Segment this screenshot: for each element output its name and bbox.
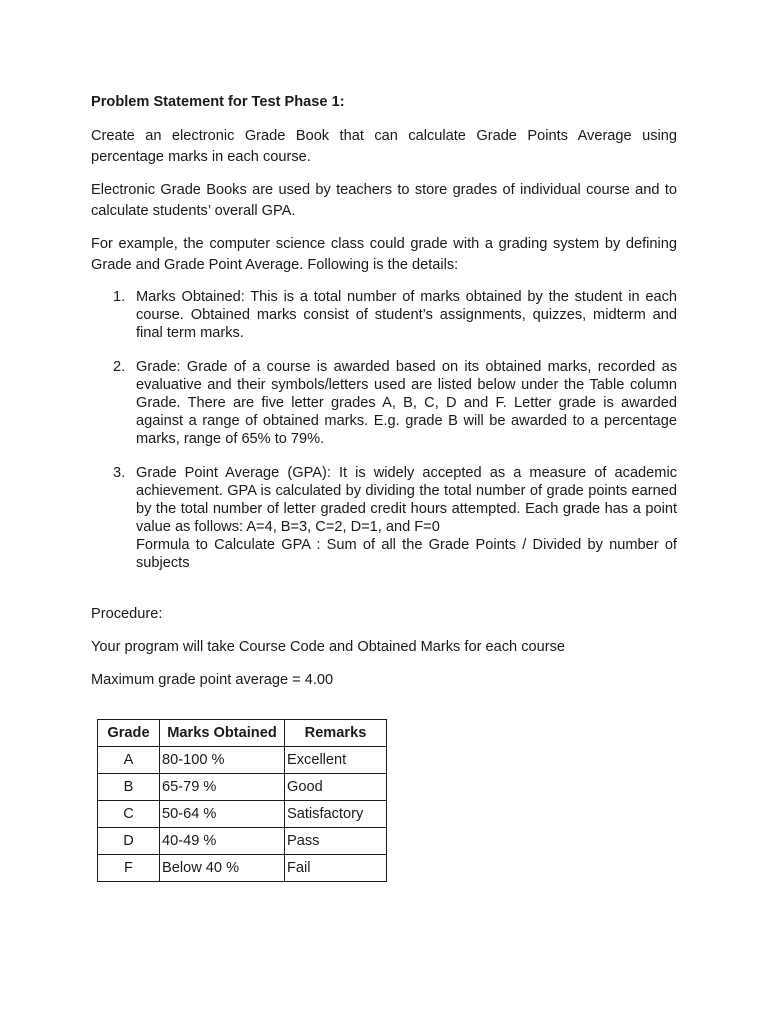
intro-paragraph: Create an electronic Grade Book that can calculate Grade Points Average using percentage marks in each course. (91, 128, 677, 165)
column-header-marks: Marks Obtained (160, 720, 285, 747)
list-item (113, 358, 677, 448)
remarks-cell: Excellent (285, 747, 387, 774)
marks-cell: Below 40 % (160, 855, 285, 882)
list-item (113, 288, 677, 342)
list-item-text: Grade: Grade of a course is awarded based on its obtained marks, recorded as evaluative and their symbols/letters used are listed below under the Table column Grade. There are five letter grades A, B, C, D and F. Letter grade is awarded against a range of obtained marks. E.g. grade B will be awarded to a percentage marks, range of 65% to 79%. (136, 359, 677, 447)
table-row (98, 801, 387, 828)
remarks-cell: Fail (285, 855, 387, 882)
document-body (91, 92, 677, 703)
list-item-text: Grade Point Average (GPA): It is widely accepted as a measure of academic achievement. GPA is calculated by dividing the total number of grade points earned by the total number of letter graded credit hours attempted. Each grade has a point value as follows: A=4, B=3, C=2, D=1, and F=0 (136, 465, 677, 535)
procedure-line: Your program will take Course Code and Obtained Marks for each course (91, 639, 565, 655)
list-item (113, 464, 677, 572)
remarks-cell: Pass (285, 828, 387, 855)
list-number: 1. (113, 289, 126, 305)
marks-cell: 40-49 % (160, 828, 285, 855)
table-row (98, 747, 387, 774)
table-header-row (98, 720, 387, 747)
grade-cell: B (98, 774, 160, 801)
gradebook-paragraph: Electronic Grade Books are used by teachers to store grades of individual course and to calculate students’ overall GPA. (91, 182, 677, 219)
list-number: 3. (113, 465, 126, 481)
max-gpa-line: Maximum grade point average = 4.00 (91, 672, 334, 688)
grade-cell: F (98, 855, 160, 882)
example-paragraph: For example, the computer science class could grade with a grading system by defining Grade and Grade Point Average. Following is the details: (91, 236, 677, 273)
column-header-grade: Grade (98, 720, 160, 747)
grade-table (97, 719, 387, 882)
list-number: 2. (113, 359, 126, 375)
table-row (98, 855, 387, 882)
definitions-list (91, 288, 677, 572)
table-row (98, 774, 387, 801)
remarks-cell: Satisfactory (285, 801, 387, 828)
grade-cell: C (98, 801, 160, 828)
marks-cell: 50-64 % (160, 801, 285, 828)
grade-cell: D (98, 828, 160, 855)
table-row (98, 828, 387, 855)
marks-cell: 80-100 % (160, 747, 285, 774)
gpa-formula: Formula to Calculate GPA : Sum of all the Grade Points / Divided by number of subjects (136, 537, 677, 571)
grade-cell: A (98, 747, 160, 774)
list-item-text: Marks Obtained: This is a total number of marks obtained by the student in each course. Obtained marks consist of student’s assignments, quizzes, midterm and final term marks. (136, 289, 677, 341)
document-title: Problem Statement for Test Phase 1: (91, 94, 345, 110)
procedure-label: Procedure: (91, 606, 163, 622)
column-header-remarks: Remarks (285, 720, 387, 747)
remarks-cell: Good (285, 774, 387, 801)
marks-cell: 65-79 % (160, 774, 285, 801)
